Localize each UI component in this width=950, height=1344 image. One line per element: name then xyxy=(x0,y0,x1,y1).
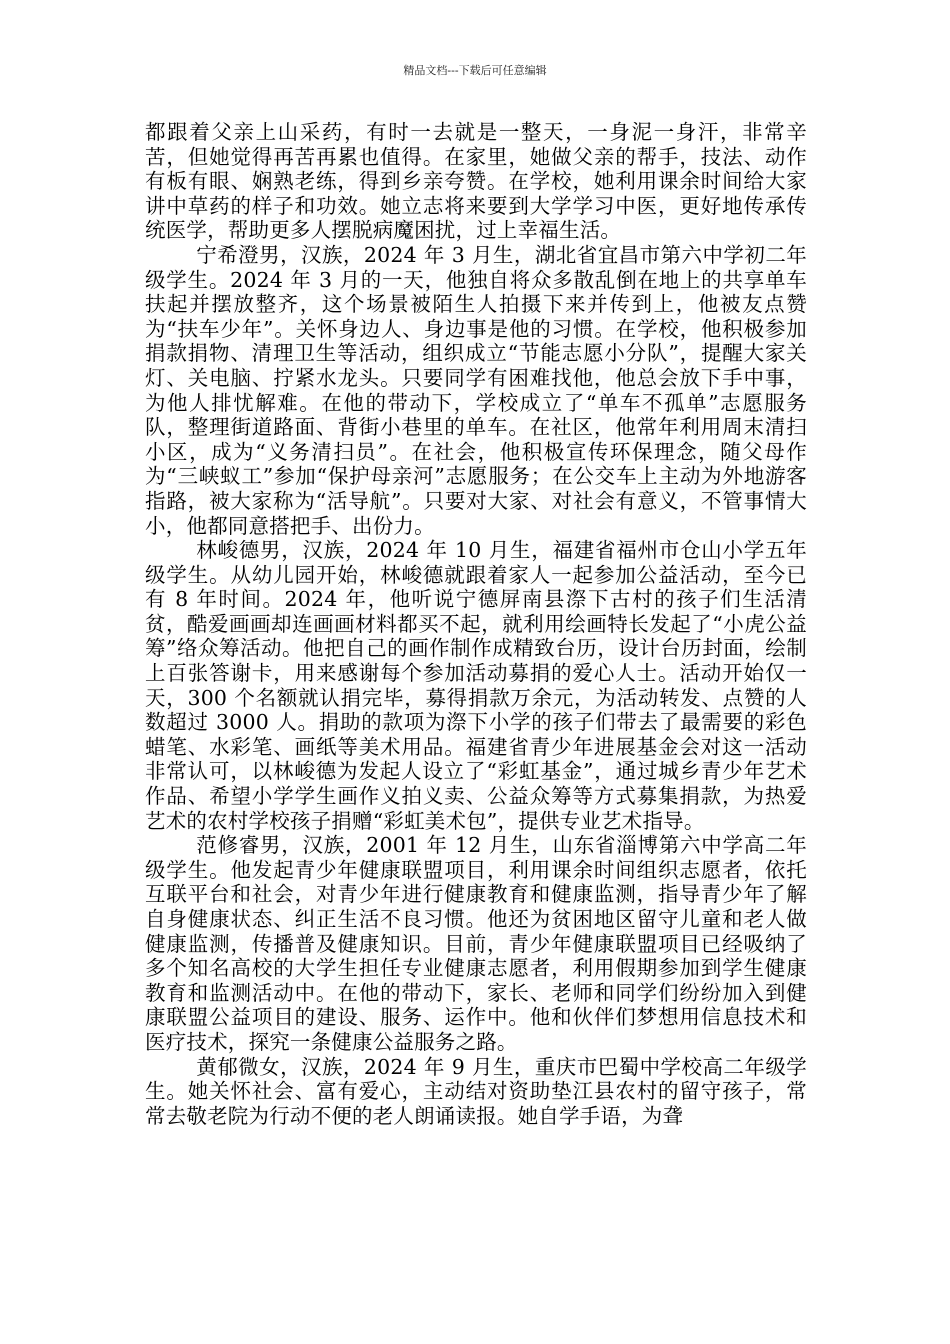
paragraph-lin-junde: 林峻德男，汉族，2024 年 10 月生，福建省福州市仓山小学五年级学生。从幼儿园开始，林峻德就跟着家人一起参加公益活动，至今已有 8 年时间。2024 年，他听说宁德屏南县漈下古村的孩子们生活清贫，酷爱画画却连画画材料都买不起，就利用绘画特长发起了“小虎公益筹”络众筹活动。他把自己的画作制作成精致台历，设计台历封面，绘制上百张答谢卡，用来感谢每个参加活动募捐的爱心人士。活动开始仅一天，300 个名额就认捐完毕，募得捐款万余元，为活动转发、点赞的人数超过 3000 人。捐助的款项为漈下小学的孩子们带去了最需要的彩色蜡笔、水彩笔、画纸等美术用品。福建省青少年进展基金会对这一活动非常认可，以林峻德为发起人设立了“彩虹基金”，通过城乡青少年艺术作品、希望小学学生画作义拍义卖、公益众筹等方式募集捐款，为热爱艺术的农村学校孩子捐赠“彩虹美术包”，提供专业艺术指导。 xyxy=(145,538,807,833)
page-header: 精品文档---下载后可任意编辑 xyxy=(403,64,547,77)
paragraph-fan-xiurui: 范修睿男，汉族，2001 年 12 月生，山东省淄博第六中学高二年级学生。他发起青少年健康联盟项目，利用课余时间组织志愿者，依托互联平台和社会，对青少年进行健康教育和健康监测，指导青少年了解自身健康状态、纠正生活不良习惯。他还为贫困地区留守儿童和老人做健康监测，传播普及健康知识。目前，青少年健康联盟项目已经吸纳了多个知名高校的大学生担任专业健康志愿者，利用假期参加到学生健康教育和监测活动中。在他的带动下，家长、老师和同学们纷纷加入到健康联盟公益项目的建设、服务、运作中。他和伙伴们梦想用信息技术和医疗技术，探究一条健康公益服务之路。 xyxy=(145,833,807,1054)
paragraph-continued: 都跟着父亲上山采药，有时一去就是一整天，一身泥一身汗，非常辛苦，但她觉得再苦再累也值得。在家里，她做父亲的帮手，技法、动作有板有眼、娴熟老练，得到乡亲夸赞。在学校，她利用课余时间给大家讲中草药的样子和功效。她立志将来要到大学学习中医，更好地传承传统医学，帮助更多人摆脱病魔困扰，过上幸福生活。 xyxy=(145,120,807,243)
document-body xyxy=(145,120,807,1128)
paragraph-ning-xicheng: 宁希澄男，汉族，2024 年 3 月生，湖北省宜昌市第六中学初二年级学生。2024 年 3 月的一天，他独自将众多散乱倒在地上的共享单车扶起并摆放整齐，这个场景被陌生人拍摄下来并传到上，他被友点赞为“扶车少年”。关怀身边人、身边事是他的习惯。在学校，他积极参加捐款捐物、清理卫生等活动，组织成立“节能志愿小分队”，提醒大家关灯、关电脑、拧紧水龙头。只要同学有困难找他，他总会放下手中事，为他人排忧解难。在他的带动下，学校成立了“单车不孤单”志愿服务队，整理街道路面、背街小巷里的单车。在社区，他常年利用周末清扫小区，成为“义务清扫员”。在社会，他积极宣传环保理念，随父母作为“三峡蚁工”参加“保护母亲河”志愿服务；在公交车上主动为外地游客指路，被大家称为“活导航”。只要对大家、对社会有意义，不管事情大小，他都同意搭把手、出份力。 xyxy=(145,242,807,538)
paragraph-huang-yuwei: 黄郁微女，汉族，2024 年 9 月生，重庆市巴蜀中学校高二年级学生。她关怀社会、富有爱心，主动结对资助垫江县农村的留守孩子，常常去敬老院为行动不便的老人朗诵读报。她自学手语，为聋 xyxy=(145,1054,807,1128)
